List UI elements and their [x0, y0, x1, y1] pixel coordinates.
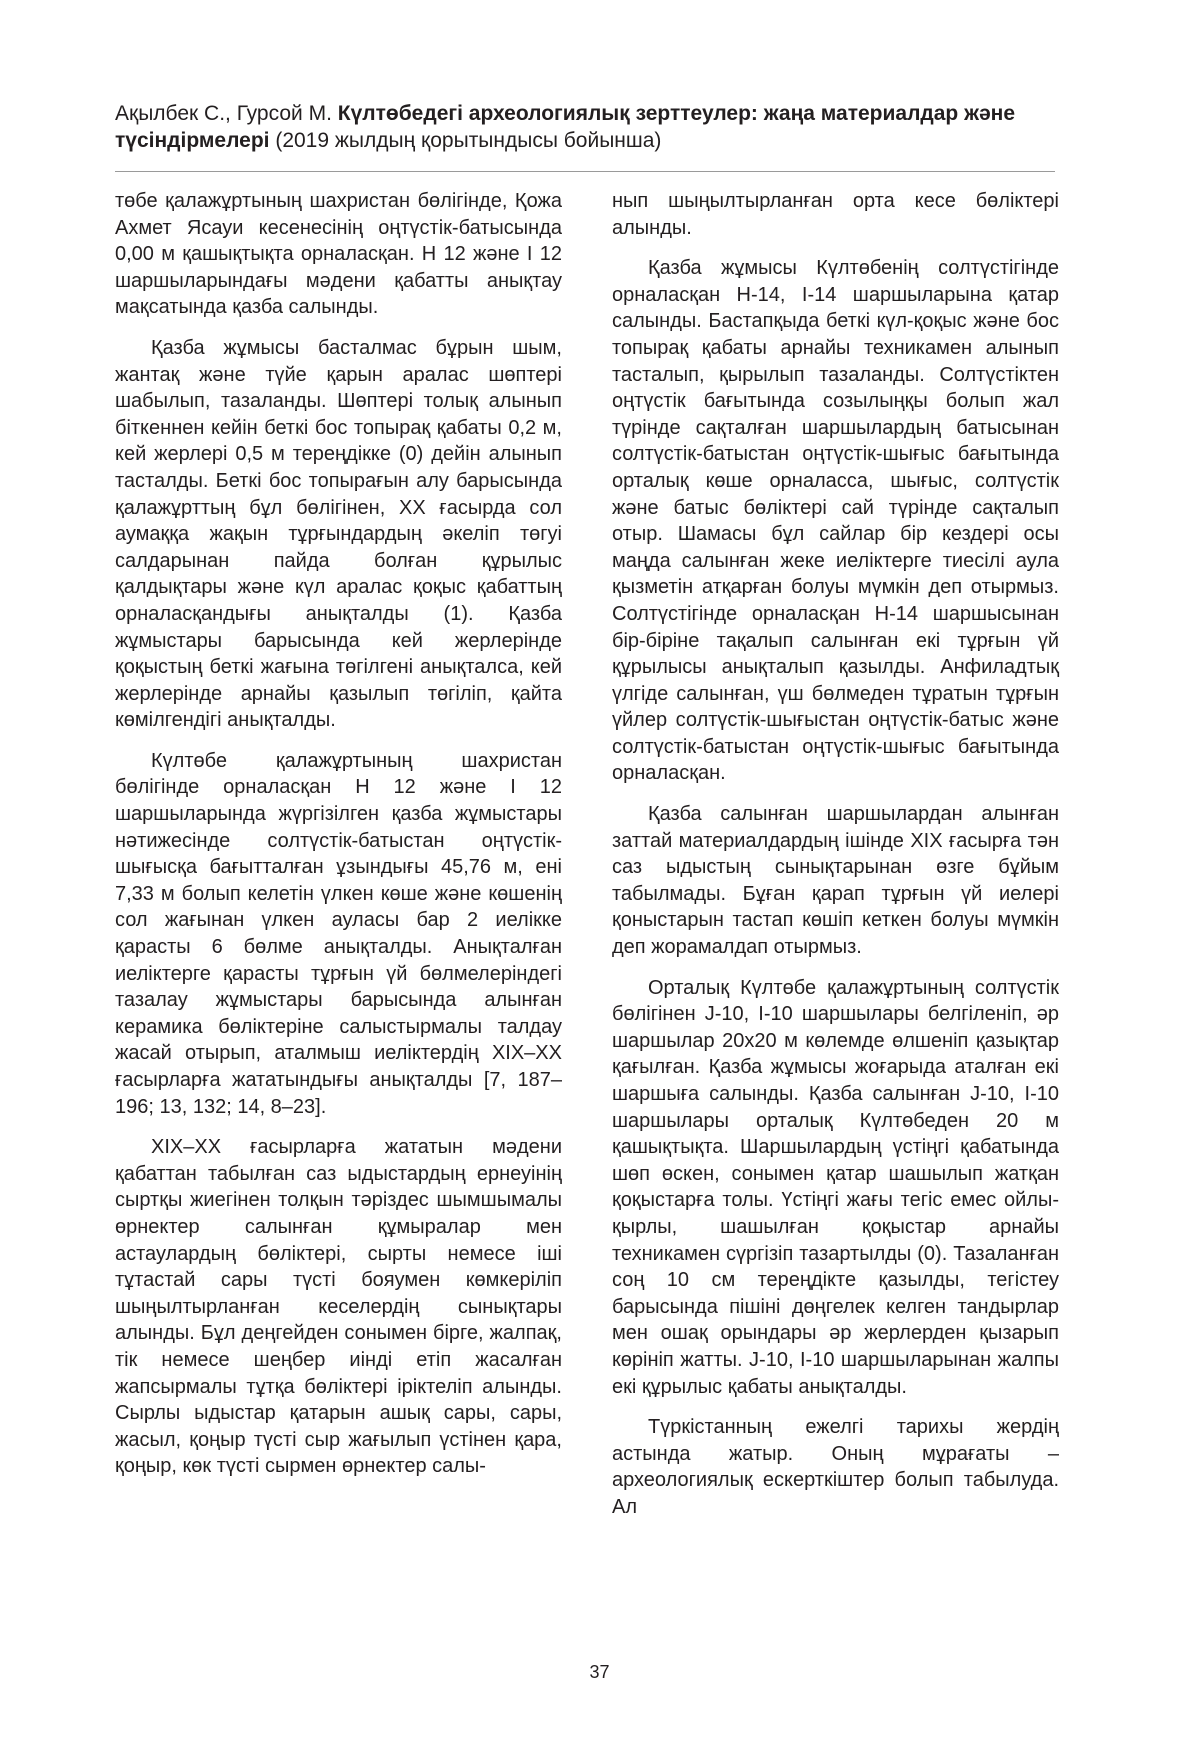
paragraph: Түркістанның ежелгі тарихы жердің астында жатыр. Оның мұрағаты – археологиялық ескерткіштер болып табылуда. Ал	[612, 1416, 1059, 1518]
paragraph: Қазба жұмысы Күлтөбенің солтүстігінде орналасқан Н-14, I-14 шаршыларына қатар салынды. Бастапқыда беткі күл-қоқыс және бос топырақ қабаты арнайы техникамен алынып тасталып, қырылып тазаланды. Солтүстіктен оңтүстік бағытында созылыңқы болып жал түрінде сақталған шаршылардың батысынан солтүстік-батыстан оңтүстік-шығыс бағытында орталық көше орналасса, шығыс, солтүстік және батыс бөліктері сай түрінде сақталып отыр. Шамасы бұл сайлар бір кездері осы маңда салынған жеке иеліктерге тиесілі аула қызметін атқарған болуы мүмкін деп отырмыз. Солтүстігінде орналасқан Н-14 шаршысынан бір-біріне тақалып салынған екі тұрғын үй құрылысы анықталып қазылды. Анфиладтық үлгіде салынған, үш бөлмеден тұратын тұрғын үйлер солтүстік-шығыстан оңтүстік-батыс және солтүстік-батыстан оңтүстік-шығыс бағытында орналасқан.	[612, 257, 1059, 785]
header-divider	[115, 171, 1055, 172]
paragraph: Қазба жұмысы басталмас бұрын шым, жантақ және түйе қарын аралас шөптері шабылып, тазаланды. Шөптері толық алынып біткеннен кейін беткі бос топырақ қабаты 0,2 м, кей жерлері 0,5 м тереңдікке (0) дейін алынып тасталды. Беткі бос топырағын алу барысында қалажұрттың бұл бөлігінен, ХХ ғасырда сол аумаққа жақын тұрғындардың әкеліп төгуі салдарынан пайда болған құрылыс қалдықтары және күл аралас қоқыс қабаттың орналасқандығы анықталды (1). Қазба жұмыстары барысында кей жерлерінде қоқыстың беткі жағына төгілгені анықталса, кей жерлерінде арнайы қазылып төгіліп, қайта көмілгендігі анықталды.	[115, 336, 562, 732]
header-subtitle: (2019 жылдың қорытындысы бойынша)	[269, 129, 662, 152]
paragraph: Орталық Күлтөбе қалажұртының солтүстік бөлігінен J-10, I-10 шаршылары белгіленіп, әр шаршылар 20х20 м көлемде өлшеніп қазықтар қағылған. Қазба жұмысы жоғарыда аталған екі шаршыға салынды. Қазба салынған J-10, I-10 шаршылары орталық Күлтөбеден 20 м қашықтықта. Шаршылардың үстіңгі қабатында шөп өскен, сонымен қатар шашылып жатқан қоқыстарға толы. Үстіңгі жағы тегіс емес ойлы-қырлы, шашылған қоқыстар арнайы техникамен сүргізіп тазартылды (0). Тазаланған соң 10 см тереңдікте қазылды, тегістеу барысында пішіні дөңгелек келген тандырлар мен ошақ орындары әр жерлерден қызарып көрініп жатты. J-10, I-10 шаршыларынан жалпы екі құрылыс қабаты анықталды.	[612, 976, 1059, 1398]
paragraph: нып шыңылтырланған орта кесе бөліктері алынды.	[612, 190, 1059, 239]
left-column	[115, 188, 562, 1494]
header-authors: Ақылбек С., Гурсой М.	[115, 102, 338, 125]
page-number: 37	[589, 1662, 610, 1682]
paragraph: XIX–XX ғасырларға жататын мәдени қабаттан табылған саз ыдыстардың ернеуінің сыртқы жиегінен толқын тәріздес шымшымалы өрнектер салынған құмыралар мен астаулардың бөліктері, сырты немесе іші тұтастай сары түсті бояумен көмкеріліп шыңылтырланған кеселердің сынықтары алынды. Бұл деңгейден сонымен бірге, жалпақ, тік немесе шеңбер иінді етіп жасалған жапсырмалы тұтқа бөліктері іріктеліп алынды. Сырлы ыдыстар қатарын ашық сары, сары, жасыл, қоңыр түсті сыр жағылып үстінен қара, қоңыр, көк түсті сырмен өрнектер салы-	[115, 1136, 562, 1478]
running-header	[115, 100, 1055, 154]
header-title: Күлтөбедегі археологиялық зерттеулер: жаңа материалдар және түсіндірмелері	[115, 102, 1016, 152]
right-column	[612, 188, 1059, 1535]
paragraph: Қазба салынған шаршылардан алынған заттай материалдардың ішінде XIX ғасырға тән саз ыдыстың сынықтарынан өзге бұйым табылмады. Бұған қарап тұрғын үй иелері қоныстарын тастап көшіп кеткен болуы мүмкін деп жорамалдап отырмыз.	[612, 803, 1059, 959]
paragraph: төбе қалажұртының шахристан бөлігінде, Қожа Ахмет Ясауи кесенесінің оңтүстік-батысында 0,00 м қашықтықта орналасқан. Н 12 және I 12 шаршыларындағы мәдени қабатты анықтау мақсатында қазба салынды.	[115, 190, 562, 319]
paragraph: Күлтөбе қалажұртының шахристан бөлігінде орналасқан Н 12 және I 12 шаршыларында жүргізілген қазба жұмыстары нәтижесінде солтүстік-батыстан оңтүстік-шығысқа бағытталған ұзындығы 45,76 м, ені 7,33 м болып келетін үлкен көше және көшенің сол жағынан үлкен ауласы бар 2 иелікке қарасты 6 бөлме анықталды. Анықталған иеліктерге қарасты тұрғын үй бөлмелеріндегі тазалау жұмыстары барысында алынған керамика бөліктеріне салыстырмалы талдау жасай отырып, аталмыш иеліктердің XIX–XX ғасырларға жататындығы анықталды [7, 187–196; 13, 132; 14, 8–23].	[115, 749, 562, 1118]
